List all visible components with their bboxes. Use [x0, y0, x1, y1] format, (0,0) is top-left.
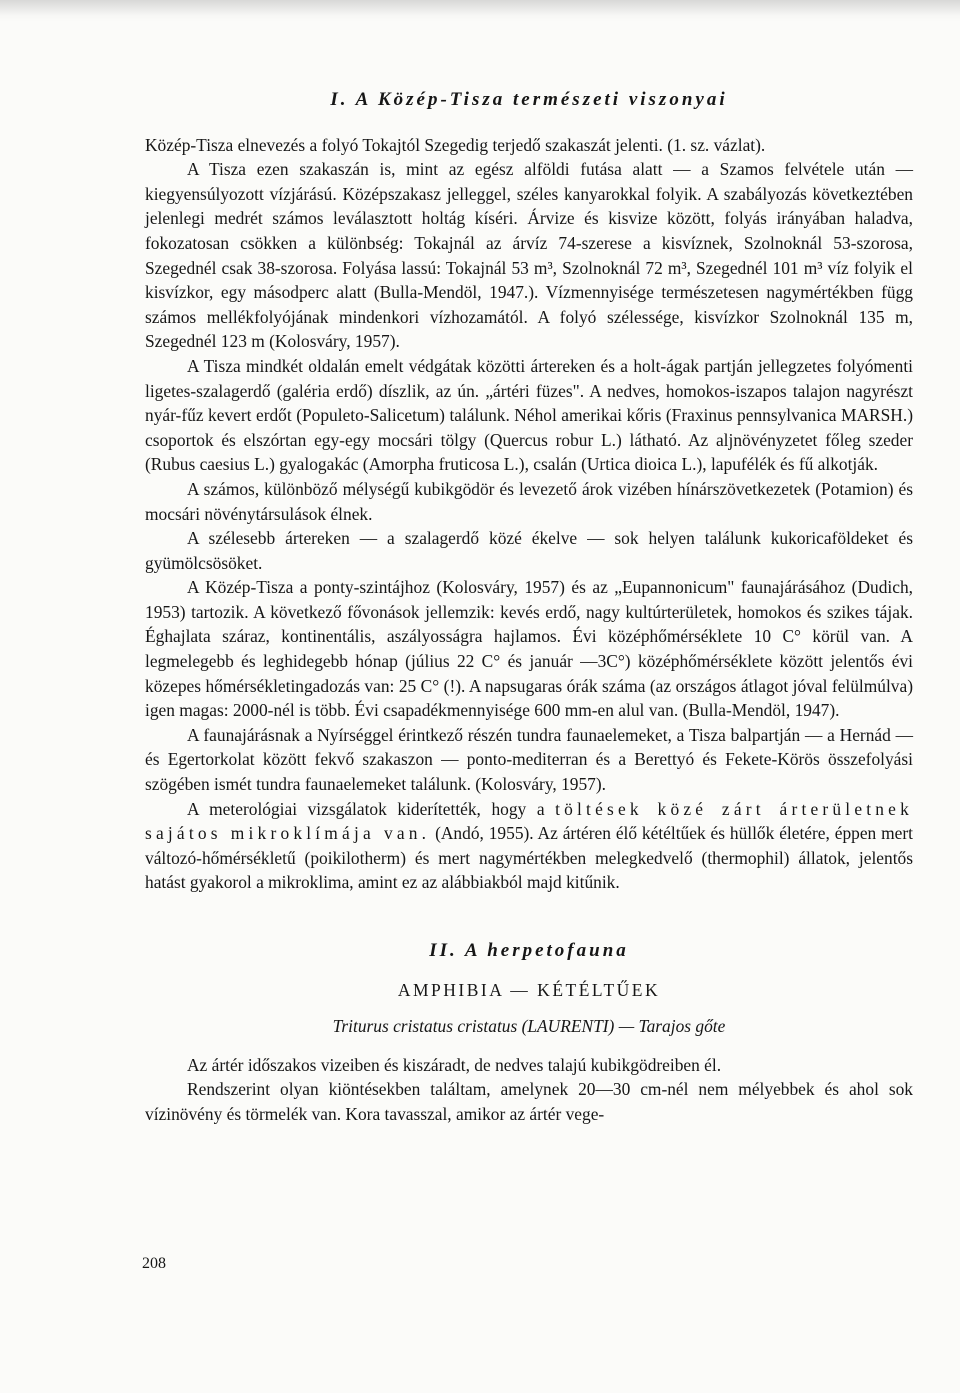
paragraph: A Tisza ezen szakaszán is, mint az egész alföldi futása alatt — a Szamos felvétele után — kiegyensúlyozott vízjárású. Középszakasz jelleggel, széles kanyarokkal folyik. A szabályozás következtében jelenlegi medrét számos leválasztott holtág kíséri. Árvize és kisvize között, folyás irányában haladva, fokozatosan csökken a különbség: Tokajnál az árvíz 74-szerese a kisvíznek, Szolnoknál 53-szorosa, Szegednél csak 38-szorosa. Folyása lassú: Tokajnál 53 m³, Szolnoknál 72 m³, Szegednél 101 m³ víz folyik el kisvízkor, egy másodperc alatt (Bulla-Mendöl, 1947.). Vízmennyisége természetesen nagymértékben függ számos mellékfolyójának mindenkori vízhozamától. A folyó szélessége, kisvízkor Szolnoknál 135 m, Szegednél 123 m (Kolosváry, 1957).: [145, 159, 913, 352]
section-title: I. A Közép-Tisza természeti viszonyai: [330, 89, 728, 110]
emphasized-spaced-text: töltések közé zárt árterületnek sajátos mikroklímája van.: [145, 798, 913, 844]
section-title: II. A herpetofauna: [429, 940, 629, 961]
climate-paragraph: [145, 797, 913, 895]
paragraph: Az ártér időszakos vizeiben és kiszáradt, de nedves talajú kubikgödreiben él.: [187, 1054, 722, 1075]
paragraph: A számos, különböző mélységű kubikgödör és levezető árok vizében hínárszövetkezetek (Potamion) és mocsári növénytársulások élnek.: [145, 478, 913, 524]
paragraph: A szélesebb ártereken — a szalagerdő közé ékelve — sok helyen találunk kukoricaföldeket és gyümölcsösöket.: [145, 528, 913, 573]
scan-edge-shadow: [0, 0, 960, 22]
page-number: 208: [142, 1255, 166, 1272]
paragraph: A Közép-Tisza a ponty-szintájhoz (Kolosváry, 1957) és az „Eupannonicum" faunajárásához (Dudich, 1953) tartozik. A következő fővonások jellemzik: kevés erdő, nagy kultúrterületek, homokos és szikes tájak. Éghajlata száraz, kontinentális, aszályosságra hajlamos. Évi középhőmérséklete 10 C° körül van. A legmelegebb és leghidegebb hónap (július 22 C° és január —3C°) középhőmérséklete között jelentős évi közepes hőmérsékletingadozás van: 25 C° (!). A napsugaras órák száma (az országos átlagot jóval felülmúlva) igen magas: 2000-nél is több. Évi csapadékmennyisége 600 mm-en alul van. (Bulla-Mendöl, 1947).: [145, 577, 913, 721]
paragraph: Rendszerint olyan kiöntésekben találtam, amelynek 20—30 cm-nél nem mélyebbek és ahol sok vízinövény és törmelék van. Kora tavasszal, amikor az ártér vege-: [145, 1079, 913, 1124]
section-spacer: [145, 895, 913, 939]
species-heading: Triturus cristatus cristatus (LAURENTI) — Tarajos gőte: [332, 1016, 726, 1037]
paragraph: A Tisza mindkét oldalán emelt védgátak közötti ártereken és a holt-ágak partján jellegzetes folyómenti ligetes-szalagerdő (galéria erdő) díszlik, az ún. „ártéri füzes". A nedves, homokos-iszapos talajon nagyrészt nyár-fűz kevert erdőt (Populeto-Salicetum) találunk. Néhol amerikai kőris (Fraxinus pennsylvanica MARSH.) csoportok és elszórtan egy-egy mocsári tölgy (Quercus robur L.) látható. Az aljnövényzetet főleg szeder (Rubus caesius L.) gyalogakác (Amorpha fruticosa L.), csalán (Urtica dioica L.), lapufélék és fű alkotják.: [145, 355, 913, 475]
class-heading: AMPHIBIA — KÉTÉLTŰEK: [397, 979, 661, 1000]
paragraph: A faunajárásnak a Nyírséggel érintkező részén tundra faunaelemeket, a Tisza balpartján — a Hernád — és Egertorkolat között fekvő szakaszon — ponto-mediterran és a Berettyó és Fekete-Körös összefolyási szögében ismét tundra faunaelemeket találunk. (Kolosváry, 1957).: [145, 724, 913, 795]
climate-text-after: (Andó, 1955). Az ártéren élő kétéltűek és hüllők életére, éppen mert változó-hőmérsékletű (poikilotherm) és mert nagymértékben melegkedvelő (thermophil) állatok, jelentős hatást gyakorol a mikroklima, amint ez az alábbiakból majd kitűnik.: [145, 823, 913, 893]
paragraph: Közép-Tisza elnevezés a folyó Tokajtól Szegedig terjedő szakaszát jelenti. (1. sz. vázlat).: [145, 134, 766, 155]
climate-text-before: A meterológiai vizsgálatok kiderítették, hogy a: [187, 798, 556, 819]
text-column: [145, 88, 913, 1127]
